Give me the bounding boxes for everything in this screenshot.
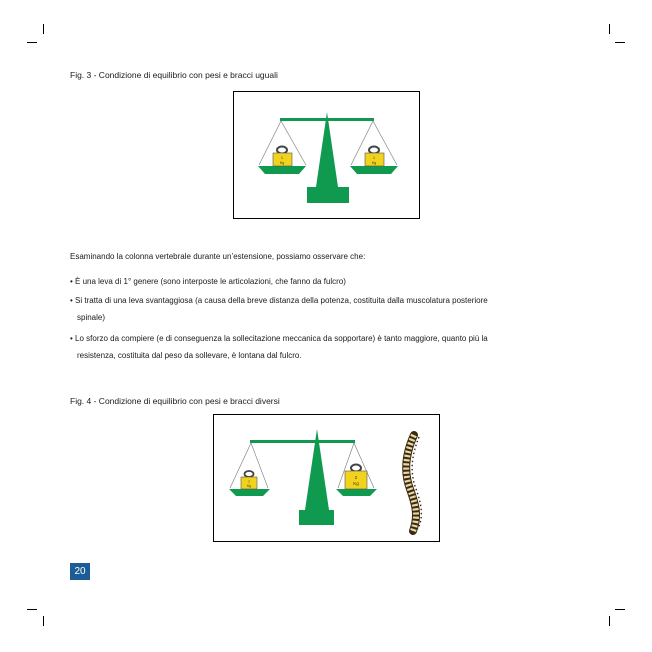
figure-4-balance-illustration xyxy=(213,414,440,542)
page-number-badge: 20 xyxy=(70,563,90,580)
crop-mark xyxy=(27,609,37,610)
figure-3-caption: Fig. 3 - Condizione di equilibrio con pesi e bracci uguali xyxy=(70,70,278,80)
spine-illustration xyxy=(406,435,421,531)
bullet-continuation: resistenza, costituita dal peso da sollevare, è lontana dal fulcro. xyxy=(77,351,302,360)
right-pan xyxy=(350,166,398,174)
right-pan xyxy=(336,489,377,496)
weight-icon xyxy=(241,471,257,489)
crop-mark xyxy=(609,24,610,34)
bullet-item xyxy=(70,273,595,290)
bullet-item xyxy=(70,330,595,364)
weight-icon xyxy=(365,147,384,167)
weight-value: 1 xyxy=(281,156,283,160)
weight-value: 2 xyxy=(354,475,358,480)
weight-value: 1 xyxy=(248,479,250,484)
bullet-text: • Si tratta di una leva svantaggiosa (a causa della breve distanza della potenza, costituita dalla muscolatura posteriore xyxy=(70,296,488,305)
intro-paragraph: Esaminando la colonna vertebrale durante un’estensione, possiamo osservare che: xyxy=(70,252,366,261)
weight-icon xyxy=(345,465,367,490)
left-pan xyxy=(258,166,306,174)
bullet-text: • È una leva di 1° genere (sono interposte le articolazioni, che fanno da fulcro) xyxy=(70,277,346,286)
weight-unit: Kg xyxy=(279,161,285,165)
left-pan xyxy=(229,489,270,496)
weight-unit: Kg xyxy=(247,484,251,488)
bullet-item xyxy=(70,292,595,326)
crop-mark xyxy=(27,42,37,43)
balance-base xyxy=(299,510,334,525)
crop-mark xyxy=(43,616,44,626)
balance-beam xyxy=(250,440,355,443)
figure-4-caption: Fig. 4 - Condizione di equilibrio con pesi e bracci diversi xyxy=(70,396,280,406)
figure-3-balance-illustration xyxy=(233,91,420,219)
crop-mark xyxy=(615,42,625,43)
weight-unit: Kg xyxy=(353,481,359,486)
bullet-text: • Lo sforzo da compiere (e di conseguenza la sollecitazione meccanica da sopportare) è tanto maggiore, quanto più la xyxy=(70,334,488,343)
crop-mark xyxy=(609,616,610,626)
weight-value: 1 xyxy=(373,156,375,160)
crop-mark xyxy=(615,609,625,610)
weight-unit: Kg xyxy=(371,161,377,165)
bullet-continuation: spinale) xyxy=(77,313,106,322)
crop-mark xyxy=(43,24,44,34)
balance-base xyxy=(307,187,349,203)
weight-icon xyxy=(273,147,292,167)
balance-column xyxy=(316,112,338,187)
